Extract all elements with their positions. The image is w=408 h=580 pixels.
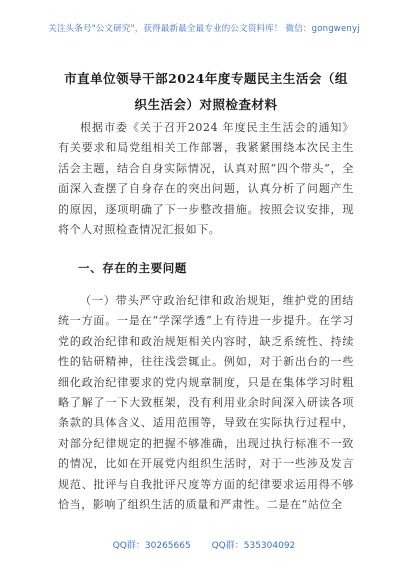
header-banner: 关注头条号"公文研究"，获得最新最全最专业的公文资料库！ 微信：gongwenyj [48, 24, 360, 34]
footer-qq-group-1: QQ群：30265665 [112, 541, 191, 551]
body-paragraph: （一）带头严守政治纪律和政治规矩，维护党的团结统一方面。一是在“学深学透”上有待进一步提升。在学习党的政治纪律和政治规矩相关内容时，缺乏系统性、持续性的钻研精神，往往浅尝辄止。例如，对于新出台的一些细化政治纪律要求的党内规章制度，只是在集体学习时粗略了解了一下大致框架，没有利用业余时间深入研读各项条款的具体含义、适用范围等，导致在实际执行过程中，对部分纪律规定的把握不够准确，出现过执行标准不一致的情况，比如在开展党内组织生活时，对于一些涉及发言规范、批评与自我批评尺度等方面的纪律要求运用得不够恰当，影响了组织生活的质量和严肃性。二是在“站位全 [58, 294, 354, 512]
document-title: 市直单位领导干部2024年度专题民主生活会（组织生活会）对照检查材料 [64, 71, 348, 112]
section-heading: 一、存在的主要问题 [78, 261, 187, 275]
footer-qq-group-2: QQ群：535304092 [211, 541, 296, 551]
footer-qq-groups [0, 538, 408, 551]
intro-paragraph: 根据市委《关于召开2024 年度民主生活会的通知》有关要求和局党组相关工作部署，我紧紧围绕本次民主生活会主题，结合自身实际情况，认真对照“四个带头”，全面深入查摆了自身存在的突出问题，认真分析了问题产生的原因，逐项明确了下一步整改措施。按照会议安排，现将个人对照检查情况汇报如下。 [58, 121, 354, 237]
